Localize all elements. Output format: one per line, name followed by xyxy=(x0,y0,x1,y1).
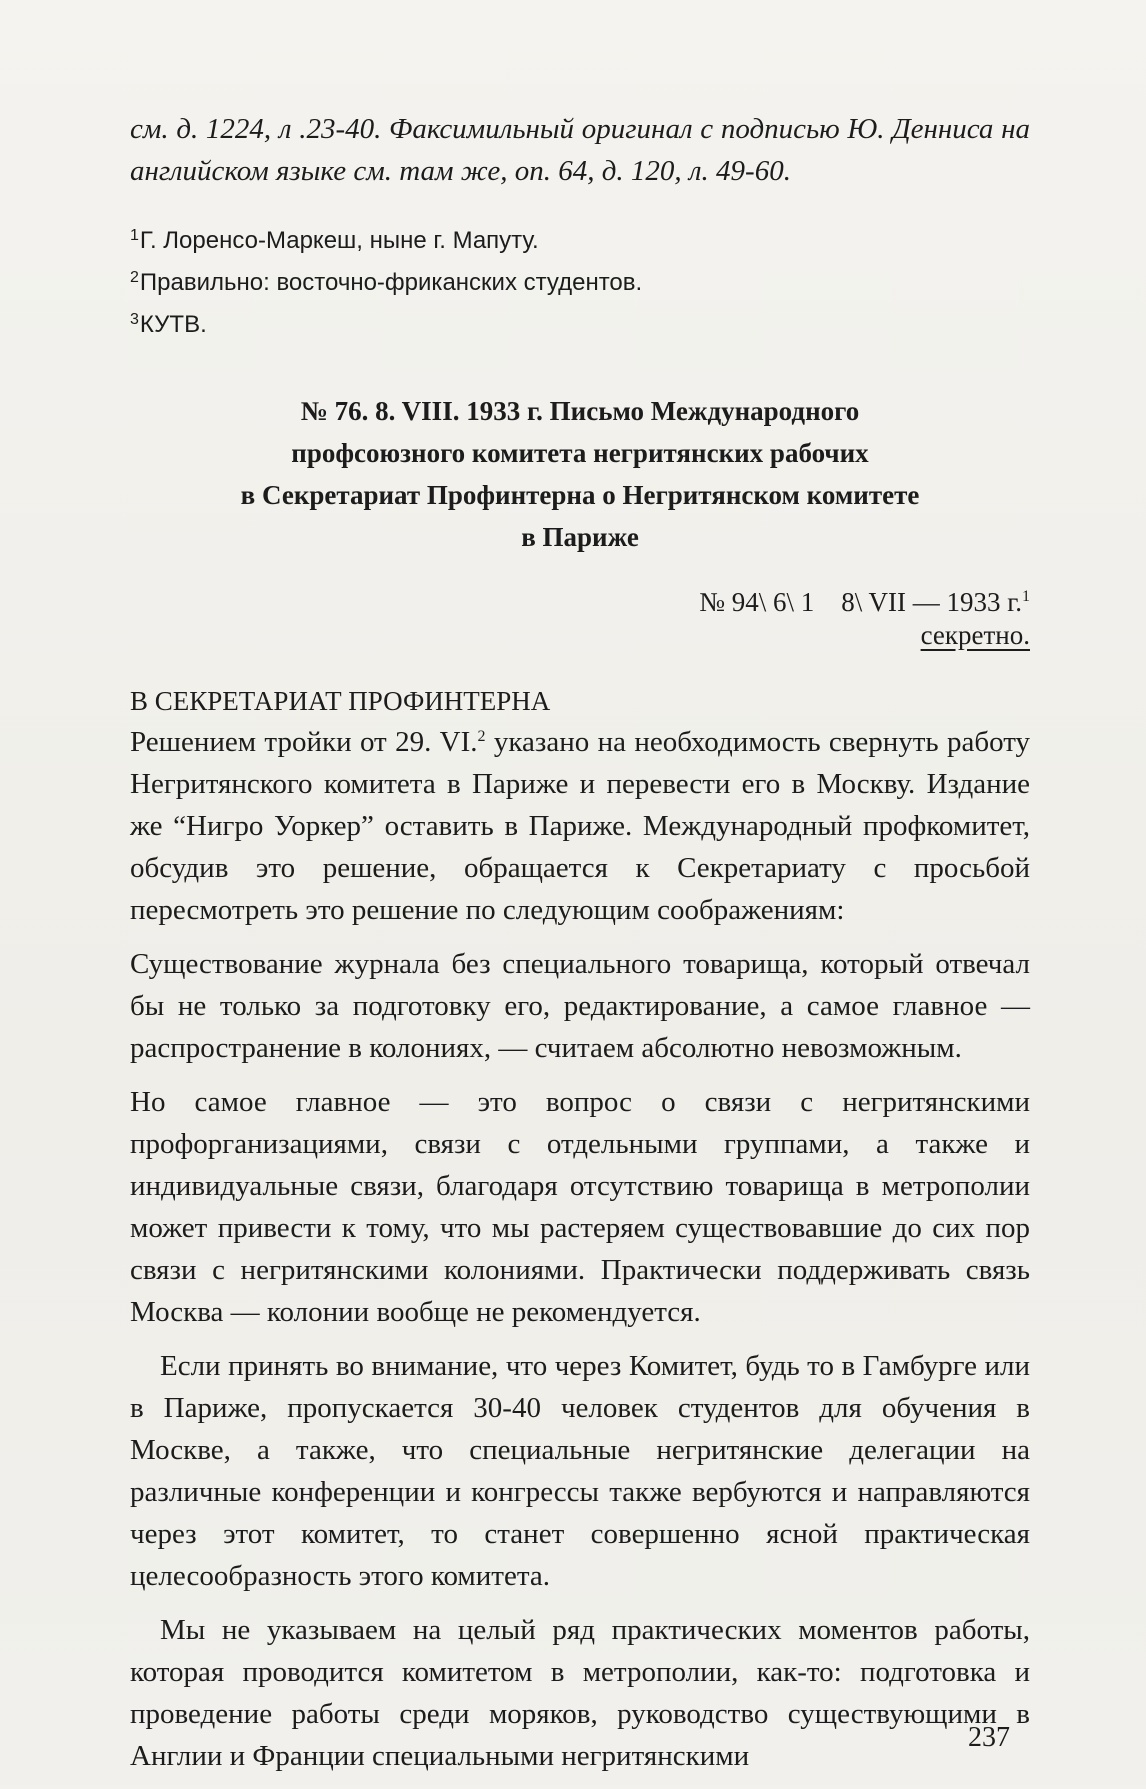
footnote-mark: 3 xyxy=(130,311,139,328)
document-number-text: № 94\ 6\ 1 8\ VII — 1933 г. xyxy=(699,587,1022,617)
heading-line: профсоюзного комитета негритянских рабочих xyxy=(291,438,869,468)
footnote-3 xyxy=(130,300,1030,345)
addressee: В СЕКРЕТАРИАТ ПРОФИНТЕРНА xyxy=(130,686,551,716)
heading-line: в Париже xyxy=(521,522,639,552)
letter-body xyxy=(130,716,1030,1789)
footnote-text: КУТВ. xyxy=(139,311,207,338)
paragraph: Но самое главное — это вопрос о связи с негритянскими профорганизациями, связи с отдельными группами, а также и индивидуальные связи, благодаря отсутствию товарища в метрополии может привести к тому, что мы растеряем существовавшие до сих пор связи с негритянскими колониями. Практически поддерживать связь Москва — колонии вообще не рекомендуется. xyxy=(130,1086,1030,1328)
page-number: 237 xyxy=(968,1722,1010,1753)
paragraph: Мы не указываем на целый ряд практических моментов работы, которая проводится комитетом в метрополии, как-то: подготовка и проведение работы среди моряков, руководство существующими в Англии и Франции специальными негритянскими xyxy=(130,1614,1030,1772)
footnote-mark: 1 xyxy=(1022,588,1030,605)
paragraph-text: указано на необходимость свернуть работу Негритянского комитета в Париже и перевести его в Москву. Издание же “Нигро Уоркер” оставить в Париже. Международный профкомитет, обсудив это решение, обращается к Секретариату с просьбой пересмотреть это решение по следующим соображениям: xyxy=(130,726,1031,926)
paragraph xyxy=(130,716,1030,931)
classification-label xyxy=(700,614,1030,656)
footnote-1 xyxy=(130,216,1030,261)
paragraph-text: Решением тройки от 29. VI. xyxy=(130,726,478,758)
footnote-mark: 2 xyxy=(477,728,486,745)
document-heading xyxy=(160,390,1000,558)
archival-source-note: см. д. 1224, л .23-40. Факсимильный оригинал с подписью Ю. Денниса на английском языке см. там же, оп. 64, д. 120, л. 49-60. xyxy=(130,113,1030,187)
footnote-mark: 1 xyxy=(130,227,139,244)
footnote-2 xyxy=(130,258,1030,303)
heading-line: в Секретариат Профинтерна о Негритянском комитете xyxy=(240,480,920,510)
footnote-text: Г. Лоренсо-Маркеш, ныне г. Мапуту. xyxy=(139,227,539,254)
footnote-text: Правильно: восточно-фриканских студентов. xyxy=(139,269,643,296)
classification-text: секретно. xyxy=(920,620,1030,650)
footnote-mark: 2 xyxy=(130,269,139,286)
paragraph: Существование журнала без специального товарища, который отвечал бы не только за подготовку его, редактирование, а самое главное — распространение в колониях, — считаем абсолютно невозможным. xyxy=(130,948,1030,1064)
paragraph: Если принять во внимание, что через Комитет, будь то в Гамбурге или в Париже, пропускается 30-40 человек студентов для обучения в Москве, а также, что специальные негритянские делегации на различные конференции и конгрессы также вербуются и направляются через этот комитет, то станет совершенно ясной практическая целесообразность этого комитета. xyxy=(130,1350,1030,1592)
heading-line: № 76. 8. VIII. 1933 г. Письмо Международного xyxy=(300,396,860,426)
